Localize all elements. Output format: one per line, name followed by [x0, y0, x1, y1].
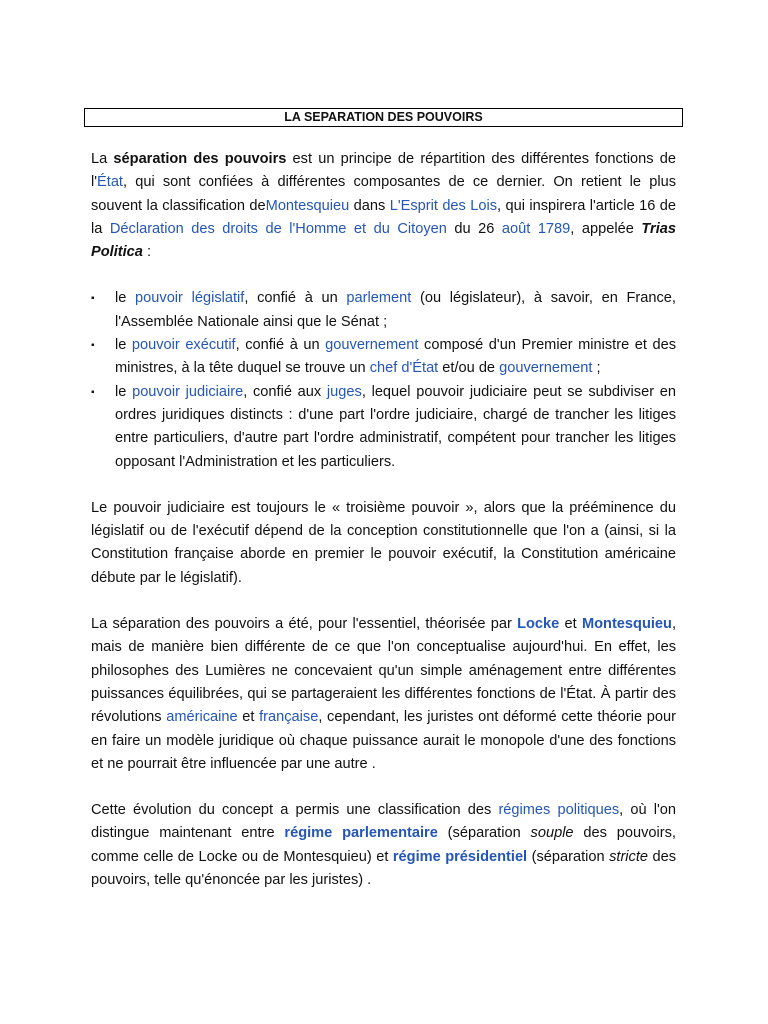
- link-aout-1789[interactable]: août 1789: [501, 220, 571, 237]
- document-body: [91, 148, 676, 892]
- link-etat[interactable]: État: [97, 174, 123, 191]
- bolditalic-term: Trias Politica: [91, 220, 676, 261]
- text: , où l'on distingue maintenant entre: [91, 802, 676, 842]
- text: , qui inspirera l'article 16 de la: [91, 197, 676, 237]
- text: du 26: [446, 220, 502, 237]
- link-parlement[interactable]: parlement: [346, 290, 412, 307]
- link-declaration[interactable]: Déclaration des droits de l'Homme et du Citoyen: [109, 220, 447, 237]
- bold-term: séparation des pouvoirs: [113, 151, 287, 167]
- page-title: LA SEPARATION DES POUVOIRS: [84, 108, 683, 127]
- text: (ou législateur), à savoir, en France, l'Assemblée Nationale ainsi que le Sénat ;: [115, 290, 676, 330]
- text: ;: [592, 360, 601, 377]
- link-francaise[interactable]: française: [259, 709, 319, 726]
- bullet-icon: ▪: [91, 293, 95, 305]
- italic-term: souple: [530, 825, 574, 842]
- link-juges[interactable]: juges: [326, 383, 362, 400]
- text: , confié aux: [243, 383, 327, 400]
- italic-term: stricte: [609, 848, 649, 865]
- paragraph-judiciaire: Le pouvoir judiciaire est toujours le « troisième pouvoir », alors que la prééminence du législatif ou de l'exécutif dépend de la conception constitutionnelle que l'on a (ainsi, si la Constitution française aborde en premier le pouvoir exécutif, la Constitution américaine débute par le législatif).: [91, 499, 676, 586]
- text: (séparation: [437, 825, 531, 842]
- link-gouvernement[interactable]: gouvernement: [325, 337, 419, 354]
- text: , cependant, les juristes ont déformé cette théorie pour en faire un modèle juridique où chaque puissance aurait le monopole d'une des fonctions et ne pourrait être influencée par une autre .: [91, 709, 676, 772]
- link-regimes-politiques[interactable]: régimes politiques: [498, 802, 620, 819]
- bullet-icon: ▪: [91, 340, 95, 352]
- link-montesquieu-2[interactable]: Montesquieu: [581, 616, 672, 633]
- text: le: [115, 383, 133, 400]
- text: La séparation des pouvoirs a été, pour l'essentiel, théorisée par: [91, 616, 518, 633]
- link-locke[interactable]: Locke: [517, 616, 560, 633]
- list-item: [91, 334, 676, 381]
- text: des pouvoirs, telle qu'énoncée par les juristes) .: [91, 848, 677, 889]
- link-chef-detat[interactable]: chef d'État: [369, 360, 439, 377]
- link-regime-parlementaire[interactable]: régime parlementaire: [284, 825, 438, 842]
- text: le: [115, 337, 132, 354]
- text: , appelée: [570, 220, 642, 237]
- text: (séparation: [527, 848, 610, 865]
- text: le: [115, 290, 136, 307]
- text: , confié à un: [244, 290, 347, 307]
- link-gouvernement-2[interactable]: gouvernement: [499, 360, 593, 377]
- text: et: [237, 709, 260, 726]
- powers-list: [91, 287, 676, 473]
- list-item: [91, 381, 676, 474]
- text: , mais de manière bien différente de ce que l'on conceptualise aujourd'hui. En effet, les philosophes des Lumières ne concevaient qu'un simple aménagement entre différentes puissances équilibrées, qui se partageraient les différentes fonctions de l'État. À partir des révolutions: [91, 616, 677, 726]
- text: composé d'un Premier ministre et des ministres, à la tête duquel se trouve un: [115, 337, 676, 377]
- link-americaine[interactable]: américaine: [166, 709, 238, 726]
- list-item: [91, 287, 676, 334]
- text: :: [142, 244, 152, 261]
- text: des pouvoirs, comme celle de Locke ou de Montesquieu) et: [91, 825, 676, 865]
- link-pouvoir-executif[interactable]: pouvoir exécutif: [131, 337, 236, 354]
- paragraph-theorie: [91, 613, 676, 776]
- bullet-icon: ▪: [91, 386, 95, 398]
- text: , qui sont confiées à différentes composantes de ce dernier. On retient le plus souvent la classification de: [91, 174, 676, 214]
- paragraph-intro: [91, 148, 676, 264]
- text: est un principe de répartition des différentes fonctions de l': [91, 151, 677, 191]
- link-esprit-des-lois[interactable]: L'Esprit des Lois: [389, 197, 498, 214]
- text: et: [559, 616, 582, 633]
- link-montesquieu[interactable]: Montesquieu: [265, 197, 350, 214]
- text: La: [91, 151, 114, 167]
- text: et/ou de: [438, 360, 500, 377]
- link-regime-presidentiel[interactable]: régime présidentiel: [392, 848, 528, 865]
- paragraph-regimes: [91, 799, 676, 892]
- text: , confié à un: [235, 337, 326, 354]
- text: , lequel pouvoir judiciaire peut se subdiviser en ordres juridiques distincts : d'une part l'ordre judiciaire, chargé de trancher les litiges entre particuliers, d'autre part l'ordre administratif, compétent pour trancher les litiges opposant l'Administration et les particuliers.: [115, 383, 676, 470]
- text: dans: [349, 197, 390, 214]
- link-pouvoir-judiciaire[interactable]: pouvoir judiciaire: [132, 383, 244, 400]
- text: Cette évolution du concept a permis une classification des: [91, 802, 499, 819]
- link-pouvoir-legislatif[interactable]: pouvoir législatif: [135, 290, 245, 307]
